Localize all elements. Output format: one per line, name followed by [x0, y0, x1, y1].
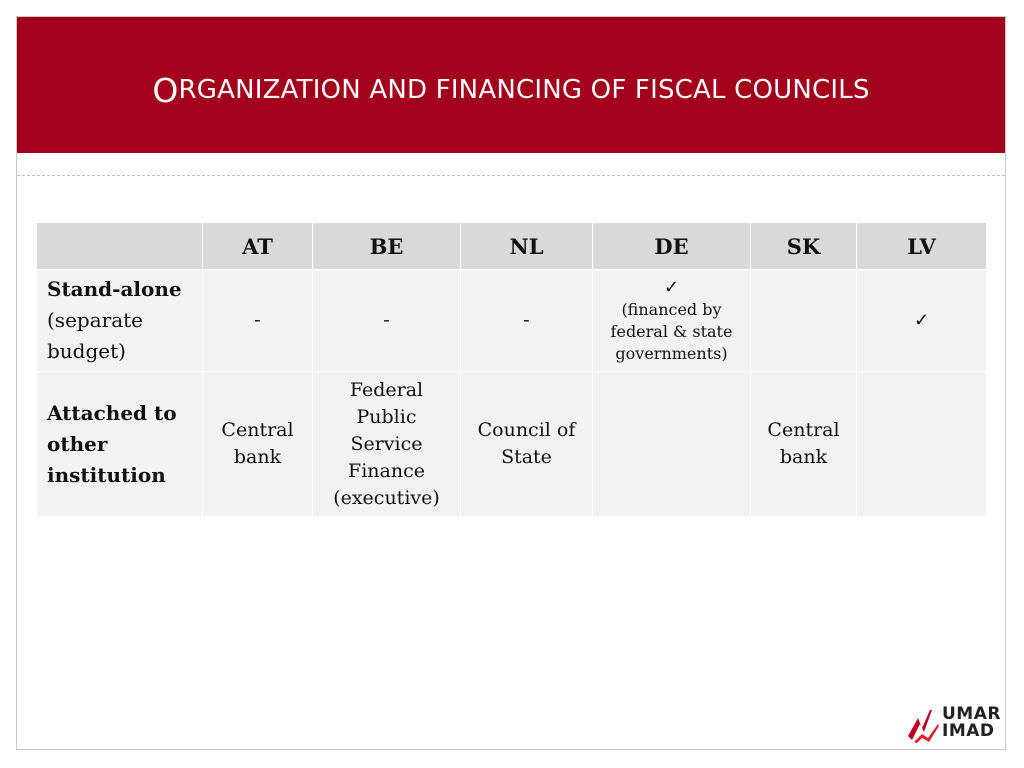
cell-stand-alone-de [593, 270, 751, 372]
header-de: DE [593, 223, 751, 270]
header-be: BE [313, 223, 461, 270]
header-nl: NL [461, 223, 593, 270]
header-corner [37, 223, 203, 270]
title-bar [17, 17, 1005, 153]
logo-line-1: UMAR [942, 704, 1001, 724]
row-label-attached [37, 372, 203, 517]
cell-stand-alone-at: - [203, 270, 313, 372]
checkmark-icon: ✓ [663, 276, 680, 298]
umar-imad-logo [904, 706, 1000, 746]
slide-title-first-letter: O [152, 70, 179, 110]
cell-stand-alone-nl: - [461, 270, 593, 372]
checkmark-icon: ✓ [913, 309, 930, 331]
de-financing-note: (financed by federal & state governments) [610, 299, 733, 363]
cell-attached-at: Central bank [203, 372, 313, 517]
cell-stand-alone-sk [751, 270, 857, 372]
logo-wordmark [942, 706, 1001, 740]
table-row-stand-alone [37, 270, 987, 372]
header-at: AT [203, 223, 313, 270]
cell-attached-nl: Council of State [461, 372, 593, 517]
row-label-stand-alone [37, 270, 203, 372]
fiscal-councils-table [36, 222, 987, 517]
row-label-bold: Stand-alone [47, 277, 182, 301]
header-sk: SK [751, 223, 857, 270]
cell-stand-alone-be: - [313, 270, 461, 372]
row-label-note: (separate budget) [47, 308, 143, 363]
cell-attached-lv [857, 372, 987, 517]
table-row-attached [37, 372, 987, 517]
slide [16, 16, 1006, 750]
slide-title [17, 17, 1005, 153]
cell-attached-be: Federal Public Service Finance (executive) [313, 372, 461, 517]
logo-line-2: IMAD [942, 721, 995, 741]
logo-chart-icon [904, 706, 944, 746]
header-lv: LV [857, 223, 987, 270]
table-header-row [37, 223, 987, 270]
cell-attached-sk: Central bank [751, 372, 857, 517]
cell-stand-alone-lv [857, 270, 987, 372]
title-divider [17, 175, 1005, 176]
cell-attached-de [593, 372, 751, 517]
row-label-bold: Attached to other institution [47, 400, 177, 487]
slide-title-rest: RGANIZATION AND FINANCING OF FISCAL COUNCILS [178, 75, 870, 105]
